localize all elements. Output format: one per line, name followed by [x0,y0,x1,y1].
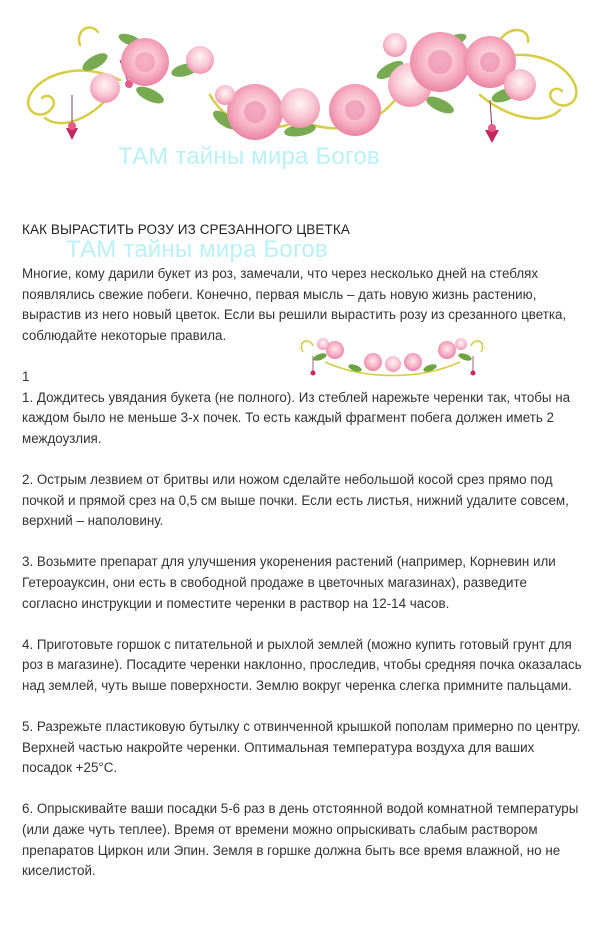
number-marker: 1 [22,368,30,384]
article-title: КАК ВЫРАСТИТЬ РОЗУ ИЗ СРЕЗАННОГО ЦВЕТКА [22,222,350,237]
step-3: 3. Возьмите препарат для улучшения укоренения растений (например, Корневин или Гетероауксин, они есть в свободной продаже в цветочных магазинах), разведите согласно инструкции и поместите черенки в раствор на 12-14 часов. [22,554,556,611]
article-intro: Многие, кому дарили букет из роз, замечали, что через несколько дней на стеблях появлялись свежие побеги. Конечно, первая мысль – дать новую жизнь растению, вырастив из него новый цветок. Если вы решили вырастить розу из срезанного цветка, соблюдайте некоторые правила. [22,266,567,343]
title-watermark: ТАМ тайны мира Богов [66,236,328,263]
step-4: 4. Приготовьте горшок с питательной и рыхлой землей (можно купить готовый грунт для роз в магазине). Посадите черенки наклонно, проследив, чтобы средняя почка оказалась над землей, чуть выше поверхности. Землю вокруг черенка слегка примните пальцами. [22,636,582,693]
step-1: 1. Дождитесь увядания букета (не полного). Из стеблей нарежьте черенки так, чтобы на каждом было не меньше 3-х почек. То есть каждый фрагмент побега должен иметь 2 междоузлия. [22,389,571,446]
step-2: 2. Острым лезвием от бритвы или ножом сделайте небольшой косой срез прямо под почкой и прямой срез на 0,5 см выше почки. Если есть листья, нижний удалите совсем, верхний – наполовину. [22,471,569,529]
step-6: 6. Опрыскивайте ваши посадки 5-6 раз в день отстоянной водой комнатной температуры (или даже чуть теплее). Время от времени можно опрыскивать слабым раствором препаратов Циркон или Эпин. Земля в горшке должна быть все время влажной, но не киселистой. [22,801,579,879]
step-5: 5. Разрежьте пластиковую бутылку с отвинченной крышкой пополам примерно по центру. Верхней частью накройте черенки. Оптимальная температура воздуха для ваших посадок +25°C. [22,719,581,776]
article-body [22,264,582,902]
banner-watermark: ТАМ тайны мира Богов [118,143,380,170]
